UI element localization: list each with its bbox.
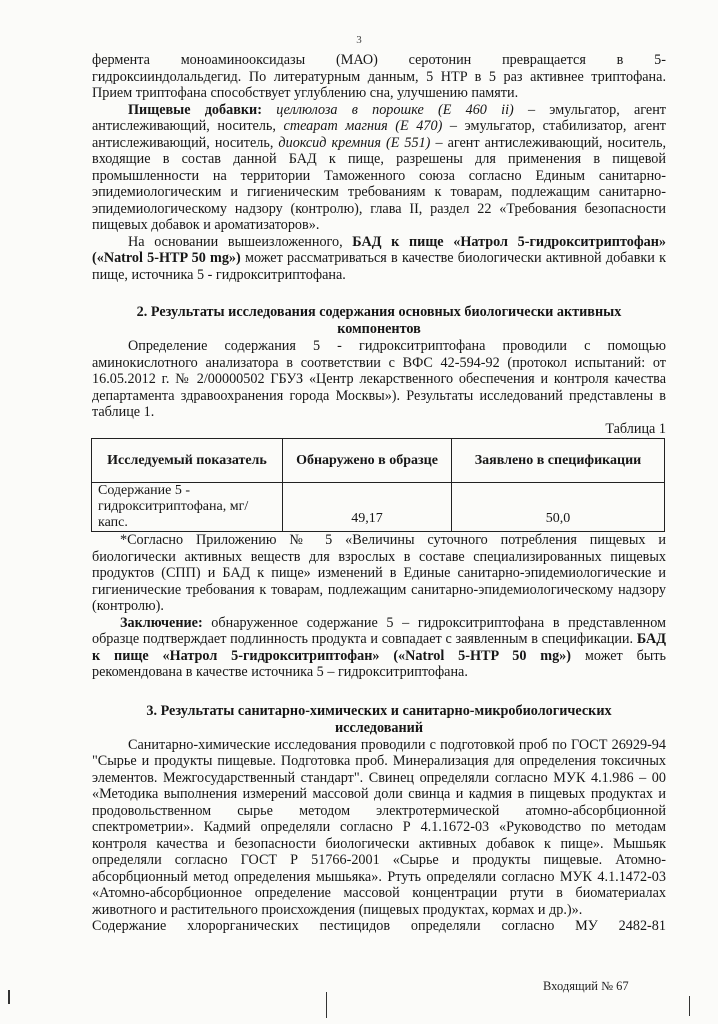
heading-line: исследований [334, 719, 424, 736]
additive-silicon-dioxide: диоксид кремния (Е 551) [278, 134, 431, 151]
text: может быть рекомендована в качестве источника 5 – гидрокситриптофана. [92, 647, 666, 680]
word: МУ [575, 918, 598, 934]
word: хлорорганических [187, 918, 299, 934]
additive-magnesium-stearate: стеарат магния (Е 470) [283, 118, 443, 134]
word: моноаминооксидазы [180, 52, 306, 68]
heading-line: 2. Результаты исследования содержания основных биологически активных [136, 304, 622, 320]
additives-paragraph [92, 102, 666, 234]
document-body [92, 52, 666, 935]
scan-mark [689, 996, 690, 1016]
table-caption: Таблица 1 [605, 420, 666, 437]
table-cell: 50,0 [452, 483, 665, 532]
footnote: *Согласно Приложению № 5 «Величины суточного потребления пищевых и биологически активных веществ для взрослых в составе специализированных пищевых продуктов (СПП) и БАД к пище» изменений в Единые санитарно-эпидемиологические и гигиенические требования к товарам, подлежащим санитарно-эпидемиологическому надзору (контролю). [92, 532, 666, 614]
product-name: БАД к пище «Натрол 5-гидрокситриптофан» («Natrol 5-HTP 50 mg») [92, 233, 666, 266]
product-name: БАД к пище «Натрол 5-гидрокситриптофан» («Natrol 5-HTP 50 mg») [92, 631, 667, 664]
text: – эмульгатор, стабилизатор, агент антислеживающий, носитель, [92, 118, 666, 151]
table-header: Заявлено в спецификации [452, 439, 665, 483]
scan-mark [326, 992, 327, 1018]
word: превращается [502, 52, 586, 68]
word: (МАО) [335, 52, 378, 68]
table-header-row [92, 439, 665, 483]
additives-label: Пищевые добавки: [128, 101, 262, 118]
section-3-paragraph: Санитарно-химические исследования проводили с подготовкой проб по ГОСТ 26929-94 "Сырье и продукты пищевые. Подготовка проб. Минерализация для определения токсичных элементов. Межгосударственный стандарт". Свинец определяли согласно МУК 4.1.986 – 00 «Методика выполнения измерений массовой доли свинца и кадмия в пищевых продуктах и продовольственном сырье методом электротермической атомно-абсорбционной спектрометрии». Кадмий определяли согласно Р 4.1.1672-03 «Руководство по методам контроля качества и безопасности биологически активных добавок к пище». Мышьяк определяли согласно ГОСТ Р 51766-2001 «Сырье и продукты пищевые. Атомно-абсорбционный метод определения мышьяка». Ртуть определяли согласно МУК 4.1.1472-03 «Атомно-абсорбционное определение массовой концентрации ртути в биоматериалах животного и растительного происхождения (пищевых продуктах, кормах и др.)». [92, 736, 666, 918]
section-2-heading [92, 304, 666, 338]
text: обнаруженное содержание 5 – гидрокситриптофана в представленном образце подтверждает подлинность продукта и совпадает с заявленным в спецификации. [92, 614, 666, 647]
text: – эмульгатор, агент антислеживающий, носитель, [92, 101, 667, 134]
word: фермента [92, 52, 150, 68]
table-header: Исследуемый показатель [92, 439, 283, 483]
section-2-paragraph: Определение содержания 5 - гидрокситриптофана проводили с помощью аминокислотного анализатора в соответствии с ВФС 42-594-92 (протокол испытаний: от 16.05.2012 г. № 2/00000502 ГБУЗ «Центр лекарственного обеспечения и контроля качества департамента здравоохранения города Москвы»). Результаты исследований представлены в таблице 1. [92, 338, 666, 420]
text: может рассматриваться в качестве биологически активной добавки к пище, источника 5 - гидрокситриптофана. [92, 250, 666, 283]
word: определяли [410, 918, 481, 934]
section-3-heading [92, 703, 666, 737]
table-header: Обнаружено в образце [283, 439, 452, 483]
table-cell: Содержание 5 - гидрокситриптофана, мг/капс. [92, 483, 283, 532]
heading-line: компонентов [337, 321, 421, 337]
intro-first-line [92, 52, 666, 69]
word: согласно [501, 918, 555, 934]
section-3-last-line [92, 918, 666, 935]
word: 2482-81 [618, 918, 666, 934]
word: в [616, 52, 624, 68]
page-number: 3 [356, 34, 362, 46]
table-cell: 49,17 [283, 483, 452, 532]
text: На основании вышеизложенного, [128, 233, 353, 250]
additive-cellulose: целлюлоза в порошке (Е 460 ii) [276, 101, 514, 118]
incoming-number: Входящий № 67 [543, 979, 629, 993]
table-row [92, 483, 665, 532]
heading-line: 3. Результаты санитарно-химических и санитарно-микробиологических [146, 702, 612, 719]
word: Содержание [92, 918, 167, 934]
conclusion-label: Заключение: [120, 614, 203, 631]
word: серотонин [408, 52, 472, 68]
text: – агент антислеживающий, носитель, входящие в состав данной БАД к пище, разрешены для применения в пищевой промышленности на территории Таможенного союза согласно Единым санитарно-эпидемиологическим и гигиеническим требованиям к товарам, подлежащим санитарно-эпидемиологическому надзору (контролю), глава II, раздел 22 «Требования безопасности пищевых добавок и ароматизаторов». [92, 134, 666, 233]
word: 5- [654, 52, 666, 68]
results-table [91, 438, 665, 532]
conclusion-paragraph [92, 615, 666, 681]
basis-paragraph [92, 234, 666, 284]
scan-mark [8, 990, 10, 1004]
intro-paragraph: гидроксииндолальдегид. По литературным данным, 5 HTP в 5 раз активнее триптофана. Прием триптофана способствует углублению сна, улучшению памяти. [92, 68, 666, 101]
word: пестицидов [319, 918, 391, 934]
